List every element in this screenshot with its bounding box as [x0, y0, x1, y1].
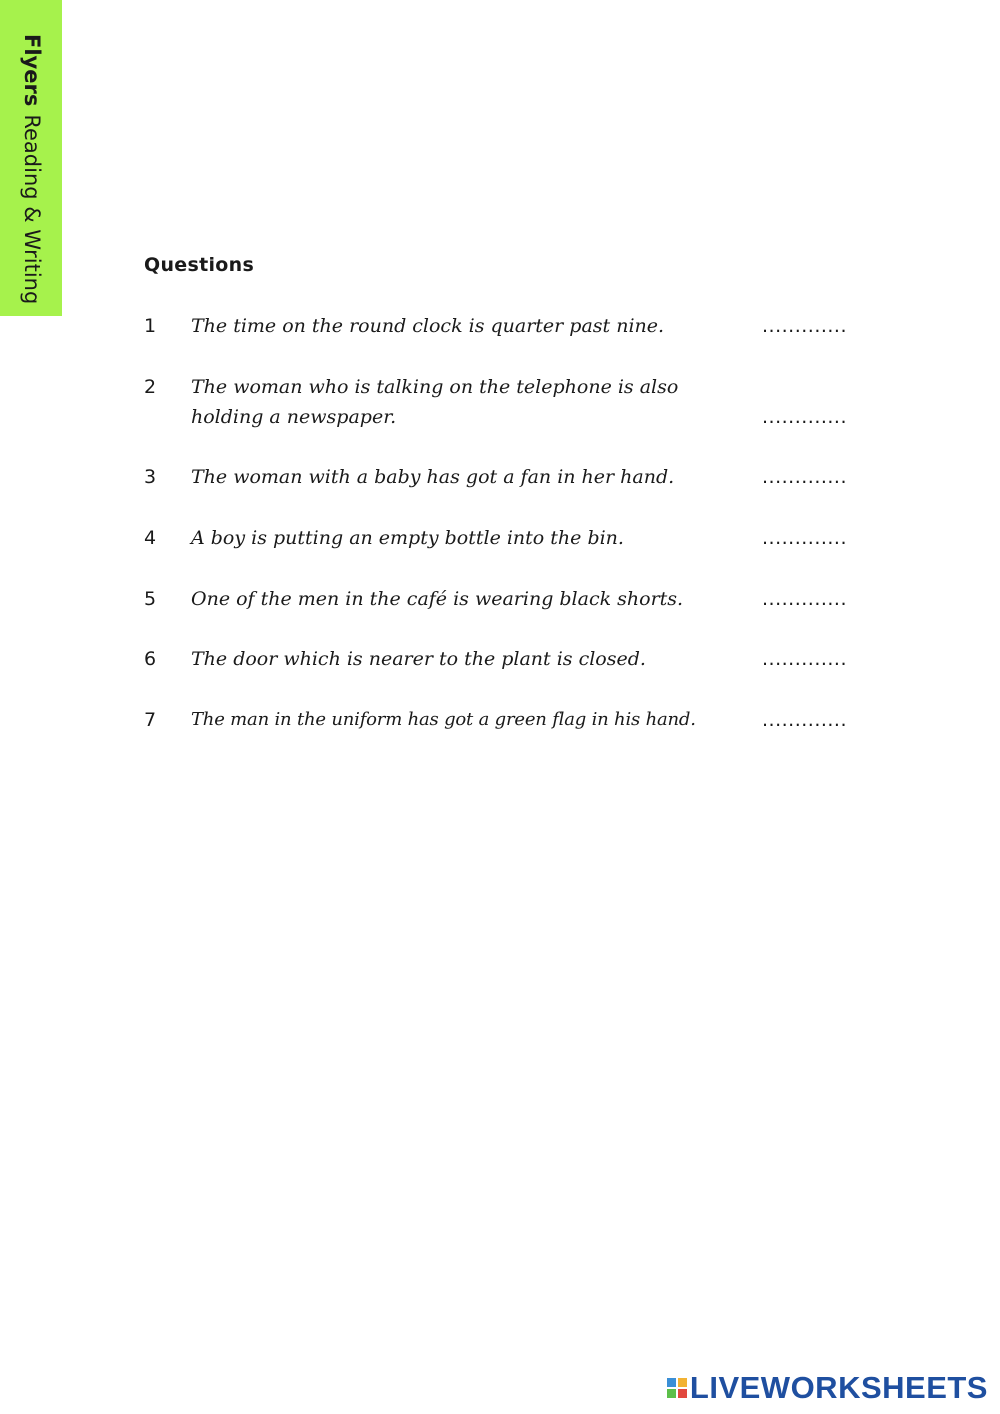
- answer-blank[interactable]: .............: [762, 648, 848, 670]
- answer-blank[interactable]: .............: [762, 527, 848, 549]
- question-item: [144, 705, 854, 735]
- answer-blank[interactable]: .............: [762, 588, 848, 610]
- section-label: Reading & Writing: [20, 114, 44, 305]
- liveworksheets-logo-icon: [667, 1378, 687, 1398]
- question-item: [144, 523, 854, 553]
- question-text: The man in the uniform has got a green flag in his hand.: [191, 709, 696, 730]
- question-text: The woman with a baby has got a fan in her hand.: [191, 466, 675, 488]
- question-item: [144, 372, 854, 432]
- question-number: 4: [144, 527, 157, 549]
- question-text: One of the men in the café is wearing black shorts.: [191, 588, 684, 610]
- question-item: [144, 644, 854, 674]
- question-number: 3: [144, 466, 157, 488]
- logo-text: LIVEWORKSHEETS: [689, 1370, 988, 1405]
- answer-blank[interactable]: .............: [762, 466, 848, 488]
- answer-blank[interactable]: .............: [762, 406, 848, 428]
- question-text: A boy is putting an empty bottle into the bin.: [191, 527, 624, 549]
- question-item: [144, 462, 854, 492]
- questions-heading: Questions: [144, 254, 255, 276]
- liveworksheets-logo[interactable]: [667, 1370, 988, 1406]
- question-text: The door which is nearer to the plant is closed.: [191, 648, 646, 670]
- question-number: 2: [144, 376, 157, 398]
- level-label: Flyers: [20, 34, 44, 107]
- answer-blank[interactable]: .............: [762, 709, 848, 731]
- side-tab: [0, 0, 62, 316]
- question-number: 6: [144, 648, 157, 670]
- question-item: [144, 311, 854, 341]
- answer-blank[interactable]: .............: [762, 315, 848, 337]
- question-number: 7: [144, 709, 157, 731]
- question-text: The woman who is talking on the telephone is also holding a newspaper.: [191, 376, 679, 428]
- question-item: [144, 584, 854, 614]
- side-tab-label: [20, 34, 44, 304]
- question-text: The time on the round clock is quarter past nine.: [191, 315, 665, 337]
- question-number: 5: [144, 588, 157, 610]
- question-number: 1: [144, 315, 157, 337]
